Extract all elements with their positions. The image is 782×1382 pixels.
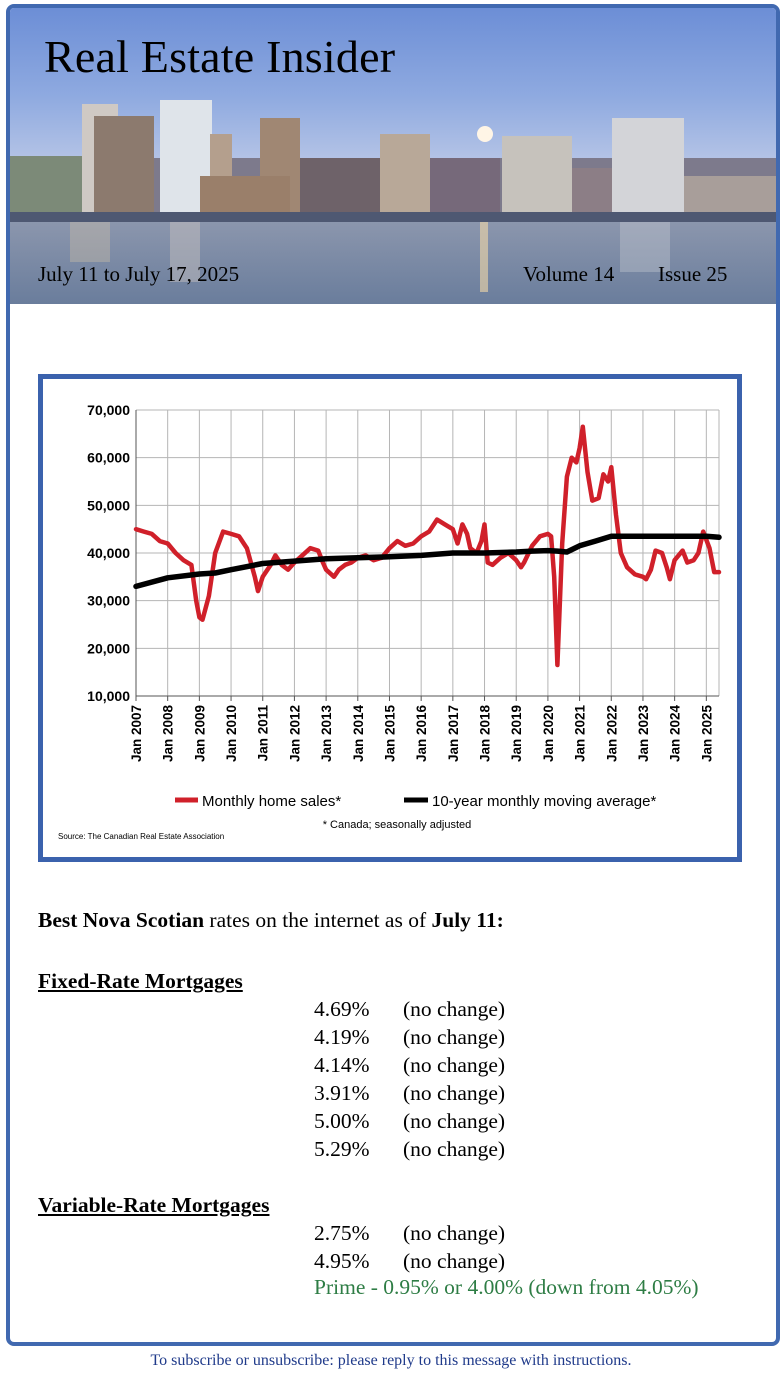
chart-source: Source: The Canadian Real Estate Association xyxy=(58,832,225,841)
x-tick-label: Jan 2025 xyxy=(699,705,715,763)
x-tick-label: Jan 2013 xyxy=(319,705,335,763)
fixed-rate-change: (no change) xyxy=(403,997,506,1021)
y-tick-label: 40,000 xyxy=(87,545,130,561)
subscribe-footer: To subscribe or unsubscribe: please reply to this message with instructions. xyxy=(150,1352,632,1369)
date-range: July 11 to July 17, 2025 xyxy=(38,262,240,286)
issue-label: Issue 25 xyxy=(658,262,728,286)
fixed-rate-value: 4.19% xyxy=(314,1025,370,1049)
chart-canvas xyxy=(43,379,727,847)
newsletter-title: Real Estate Insider xyxy=(44,31,396,82)
fixed-rate-change: (no change) xyxy=(403,1025,506,1049)
y-tick-label: 70,000 xyxy=(87,402,130,418)
home-sales-chart xyxy=(38,374,742,862)
fixed-rate-change: (no change) xyxy=(403,1137,506,1161)
x-tick-label: Jan 2023 xyxy=(635,705,651,763)
newsletter-frame xyxy=(6,4,780,1346)
x-tick-label: Jan 2016 xyxy=(414,705,430,763)
fixed-rate-value: 5.00% xyxy=(314,1109,370,1133)
legend-label-monthly-sales: Monthly home sales* xyxy=(202,793,342,810)
x-tick-label: Jan 2020 xyxy=(540,705,556,763)
fixed-rate-value: 4.69% xyxy=(314,997,370,1021)
x-tick-label: Jan 2021 xyxy=(572,705,588,763)
chart-footnote: * Canada; seasonally adjusted xyxy=(322,819,472,831)
intro-region: Best Nova Scotian xyxy=(38,908,205,932)
monthly-sales-line xyxy=(136,427,719,665)
fixed-rate-heading: Fixed-Rate Mortgages xyxy=(38,969,243,993)
x-tick-label: Jan 2015 xyxy=(382,705,398,763)
variable-rate-value: 4.95% xyxy=(314,1249,370,1273)
intro-date: July 11: xyxy=(431,908,504,932)
fixed-rate-change: (no change) xyxy=(403,1081,506,1105)
intro-text: rates on the internet as of xyxy=(204,908,432,932)
y-tick-label: 30,000 xyxy=(87,592,130,609)
x-tick-label: Jan 2017 xyxy=(445,705,461,763)
x-tick-label: Jan 2011 xyxy=(255,705,271,762)
fixed-rate-change: (no change) xyxy=(403,1109,506,1133)
fixed-rate-value: 5.29% xyxy=(314,1137,370,1161)
legend-label-moving-average: 10-year monthly moving average* xyxy=(432,793,657,810)
x-tick-label: Jan 2008 xyxy=(160,705,176,763)
y-tick-label: 20,000 xyxy=(87,640,130,657)
x-tick-label: Jan 2010 xyxy=(224,705,240,763)
five-year-variable-value: Prime - 0.95% or 4.00% (down from 4.05%) xyxy=(314,1275,699,1299)
x-tick-label: Jan 2018 xyxy=(477,705,493,763)
fixed-rate-change: (no change) xyxy=(403,1053,506,1077)
x-tick-label: Jan 2007 xyxy=(129,705,144,763)
fixed-rate-value: 4.14% xyxy=(314,1053,370,1077)
fixed-rate-value: 3.91% xyxy=(314,1081,370,1105)
x-tick-label: Jan 2019 xyxy=(509,705,525,763)
x-tick-label: Jan 2012 xyxy=(287,705,303,763)
moving-average-line xyxy=(136,536,719,586)
x-tick-label: Jan 2022 xyxy=(604,705,620,763)
variable-rate-value: 2.75% xyxy=(314,1221,370,1245)
variable-rate-heading: Variable-Rate Mortgages xyxy=(38,1193,270,1217)
variable-rate-change: (no change) xyxy=(403,1249,506,1273)
y-tick-label: 50,000 xyxy=(87,497,130,514)
variable-rate-change: (no change) xyxy=(403,1221,506,1245)
y-tick-label: 10,000 xyxy=(87,688,130,704)
x-tick-label: Jan 2024 xyxy=(667,705,683,763)
y-tick-label: 60,000 xyxy=(87,449,130,466)
x-tick-label: Jan 2009 xyxy=(192,705,208,763)
header-banner xyxy=(10,8,776,304)
x-tick-label: Jan 2014 xyxy=(350,705,366,763)
rates-intro xyxy=(38,908,504,933)
volume-label: Volume 14 xyxy=(523,262,615,286)
